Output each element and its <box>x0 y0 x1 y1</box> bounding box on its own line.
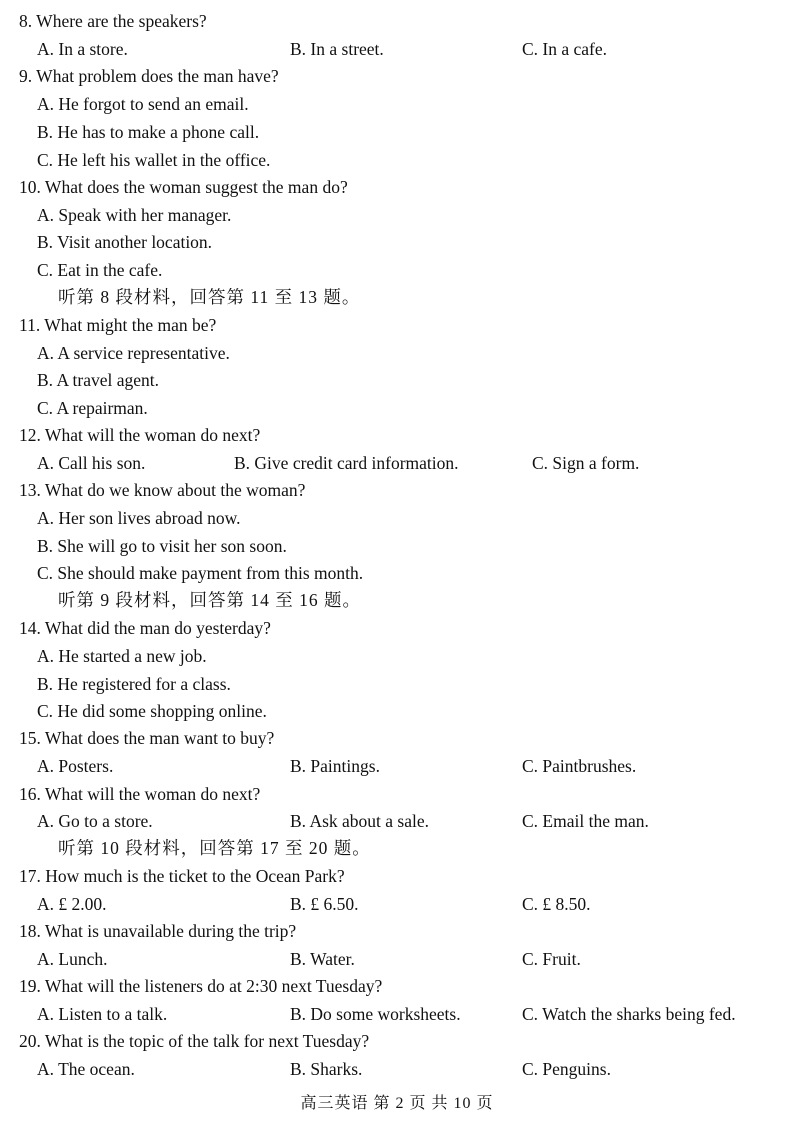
question-20-stem: 20. What is the topic of the talk for next Tuesday? <box>19 1031 370 1051</box>
question-11-option-b: B. A travel agent. <box>37 370 159 390</box>
question-15-option-c: C. Paintbrushes. <box>522 756 637 776</box>
question-8-stem: 8. Where are the speakers? <box>19 11 207 31</box>
section-10-instruction: 听第 10 段材料，回答第 17 至 20 题。 <box>58 838 371 858</box>
question-17-option-b: B. £ 6.50. <box>290 894 359 914</box>
question-14-option-a: A. He started a new job. <box>37 646 207 666</box>
section-8-instruction: 听第 8 段材料，回答第 11 至 13 题。 <box>58 287 361 307</box>
page-footer: 高三英语 第 2 页 共 10 页 <box>300 1095 494 1112</box>
question-9-option-c: C. He left his wallet in the office. <box>37 150 271 170</box>
question-19-option-b: B. Do some worksheets. <box>290 1004 461 1024</box>
question-18-option-b: B. Water. <box>290 949 355 969</box>
question-11-stem: 11. What might the man be? <box>19 315 217 335</box>
question-19-stem: 19. What will the listeners do at 2:30 next Tuesday? <box>19 976 383 996</box>
question-12-stem: 12. What will the woman do next? <box>19 425 261 445</box>
question-14-stem: 14. What did the man do yesterday? <box>19 618 271 638</box>
question-15-option-b: B. Paintings. <box>290 756 380 776</box>
section-9-instruction: 听第 9 段材料，回答第 14 至 16 题。 <box>58 590 361 610</box>
question-10-option-b: B. Visit another location. <box>37 232 213 252</box>
question-16-option-a: A. Go to a store. <box>37 811 153 831</box>
question-18-option-c: C. Fruit. <box>522 949 581 969</box>
question-13-option-a: A. Her son lives abroad now. <box>37 508 241 528</box>
question-17-stem: 17. How much is the ticket to the Ocean Park? <box>19 866 345 886</box>
question-16-option-b: B. Ask about a sale. <box>290 811 430 831</box>
question-17-option-a: A. £ 2.00. <box>37 894 107 914</box>
question-19-option-a: A. Listen to a talk. <box>37 1004 168 1024</box>
question-11-option-c: C. A repairman. <box>37 398 148 418</box>
question-12-option-c: C. Sign a form. <box>532 453 640 473</box>
question-9-stem: 9. What problem does the man have? <box>19 66 279 86</box>
question-9-option-a: A. He forgot to send an email. <box>37 94 249 114</box>
question-18-option-a: A. Lunch. <box>37 949 108 969</box>
question-20-option-a: A. The ocean. <box>37 1059 135 1079</box>
question-15-option-a: A. Posters. <box>37 756 114 776</box>
question-8-option-c: C. In a cafe. <box>522 39 608 59</box>
question-20-option-c: C. Penguins. <box>522 1059 611 1079</box>
question-10-option-c: C. Eat in the cafe. <box>37 260 163 280</box>
question-14-option-b: B. He registered for a class. <box>37 674 231 694</box>
question-8-option-b: B. In a street. <box>290 39 384 59</box>
question-14-option-c: C. He did some shopping online. <box>37 701 267 721</box>
question-15-stem: 15. What does the man want to buy? <box>19 728 275 748</box>
question-17-option-c: C. £ 8.50. <box>522 894 591 914</box>
question-12-option-a: A. Call his son. <box>37 453 146 473</box>
question-9-option-b: B. He has to make a phone call. <box>37 122 260 142</box>
question-16-option-c: C. Email the man. <box>522 811 649 831</box>
question-10-option-a: A. Speak with her manager. <box>37 205 232 225</box>
question-12-option-b: B. Give credit card information. <box>234 453 459 473</box>
question-18-stem: 18. What is unavailable during the trip? <box>19 921 297 941</box>
question-20-option-b: B. Sharks. <box>290 1059 363 1079</box>
question-8-option-a: A. In a store. <box>37 39 128 59</box>
question-16-stem: 16. What will the woman do next? <box>19 784 261 804</box>
question-10-stem: 10. What does the woman suggest the man do? <box>19 177 348 197</box>
question-13-option-c: C. She should make payment from this month. <box>37 563 364 583</box>
question-13-option-b: B. She will go to visit her son soon. <box>37 536 287 556</box>
question-13-stem: 13. What do we know about the woman? <box>19 480 306 500</box>
question-19-option-c: C. Watch the sharks being fed. <box>522 1004 736 1024</box>
question-11-option-a: A. A service representative. <box>37 343 230 363</box>
